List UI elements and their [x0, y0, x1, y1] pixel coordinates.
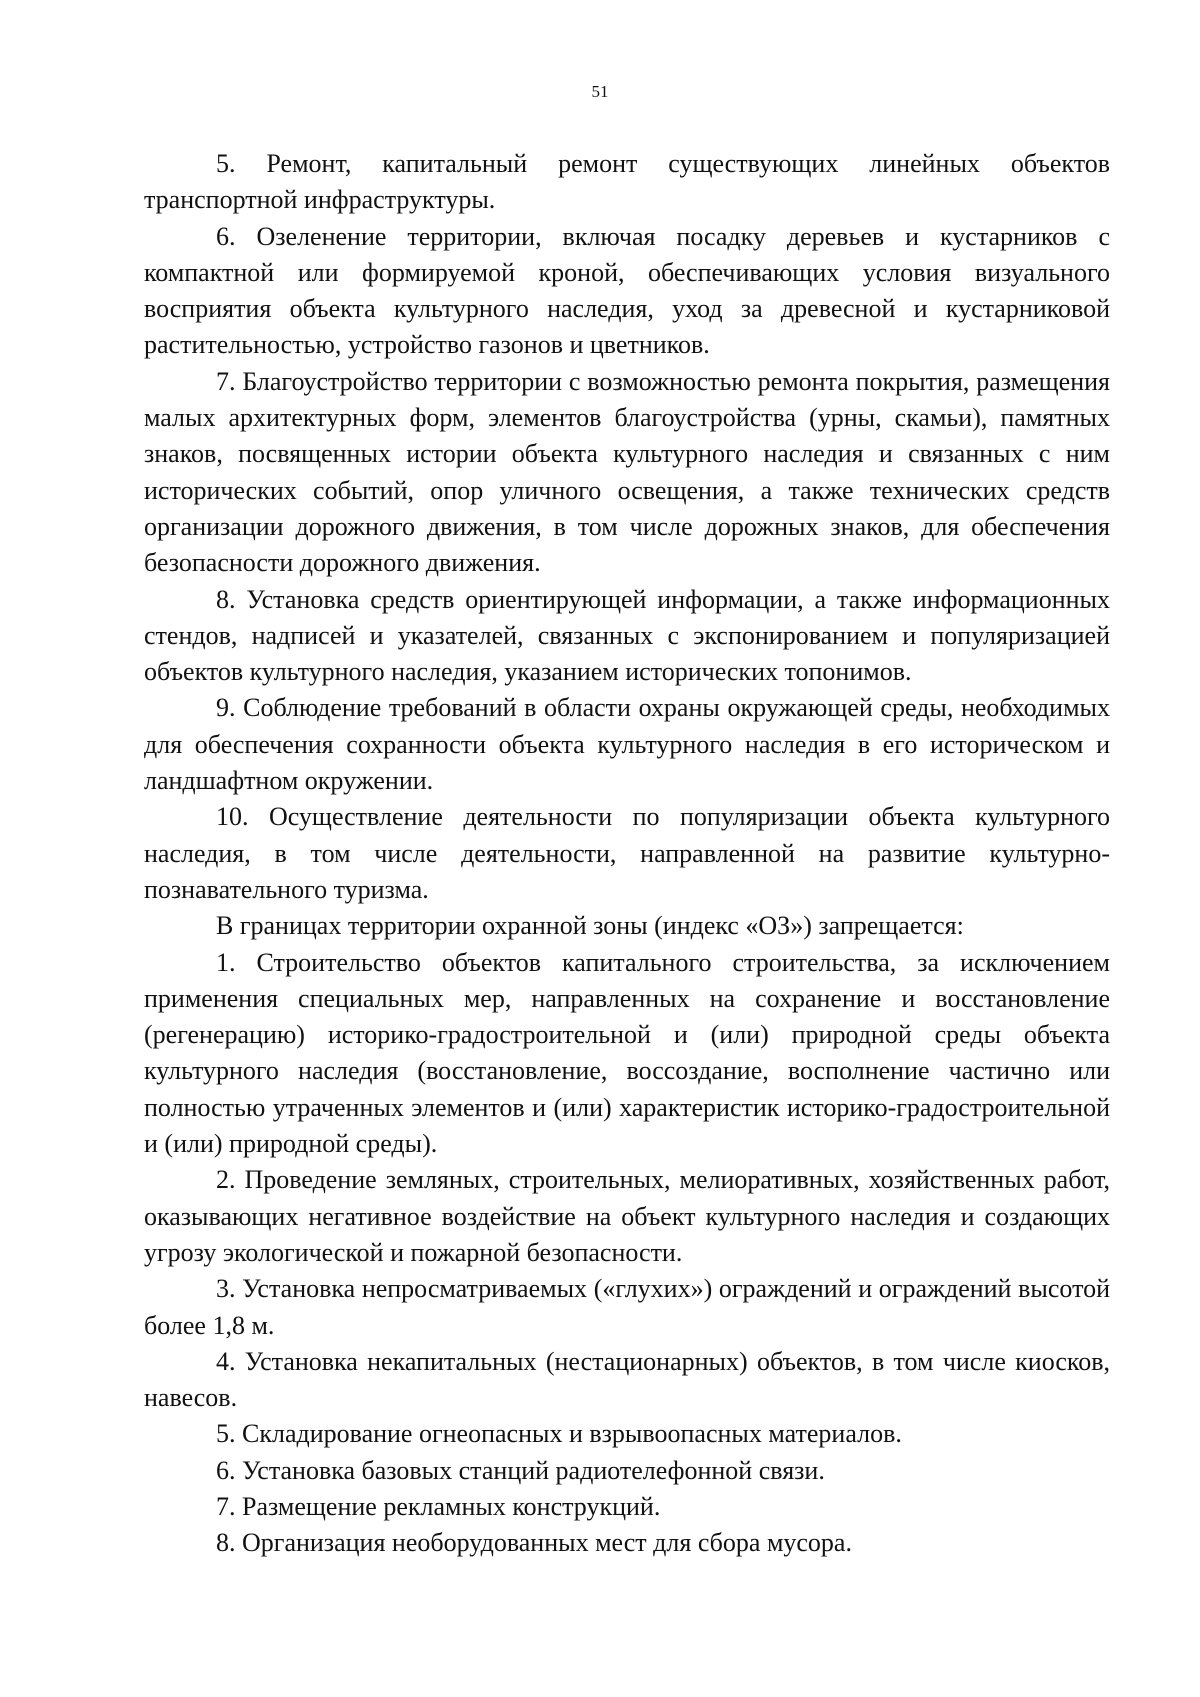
- paragraph-repair-linear-objects: 5. Ремонт, капитальный ремонт существующих линейных объектов транспортной инфраструктуры.: [144, 149, 1110, 215]
- paragraph-prohibitions-heading: В границах территории охранной зоны (индекс «ОЗ») запрещается:: [216, 911, 964, 941]
- paragraph-improvement: 7. Благоустройство территории с возможностью ремонта покрытия, размещения малых архитектурных форм, элементов благоустройства (урны, скамьи), памятных знаков, посвященных истории объекта культурного наследия и связанных с ним исторических событий, опор уличного освещения, а также технических средств организации дорожного движения, в том числе дорожных знаков, для обеспечения безопасности дорожного движения.: [144, 366, 1110, 578]
- page-number: 51: [591, 82, 609, 101]
- paragraph-prohibition-hazardous-storage: 5. Складирование огнеопасных и взрывоопасных материалов.: [216, 1419, 902, 1449]
- paragraph-prohibition-construction: 1. Строительство объектов капитального строительства, за исключением применения специальных мер, направленных на сохранение и восстановление (регенерацию) историко-градостроительной и (или) природной среды объекта культурного наследия (восстановление, воссоздание, восполнение частично или полностью утраченных элементов и (или) характеристик историко-градостроительной и (или) природной среды).: [144, 947, 1110, 1159]
- paragraph-popularization: 10. Осуществление деятельности по популяризации объекта культурного наследия, в том числе деятельности, направленной на развитие культурно-познавательного туризма.: [144, 802, 1110, 904]
- paragraph-environmental-requirements: 9. Соблюдение требований в области охраны окружающей среды, необходимых для обеспечения сохранности объекта культурного наследия в его историческом и ландшафтном окружении.: [144, 693, 1110, 796]
- paragraph-prohibition-temporary-objects: 4. Установка некапитальных (нестационарных) объектов, в том числе киосков, навесов.: [144, 1346, 1110, 1413]
- paragraph-prohibition-earthworks: 2. Проведение земляных, строительных, мелиоративных, хозяйственных работ, оказывающих негативное воздействие на объект культурного наследия и создающих угрозу экологической и пожарной безопасности.: [144, 1165, 1110, 1267]
- paragraph-prohibition-fences: 3. Установка непросматриваемых («глухих») ограждений и ограждений высотой более 1,8 м.: [144, 1274, 1110, 1340]
- paragraph-orientation-info: 8. Установка средств ориентирующей информации, а также информационных стендов, надписей и указателей, связанных с экспонированием и популяризацией объектов культурного наследия, указанием исторических топонимов.: [144, 584, 1110, 687]
- paragraph-landscaping: 6. Озеленение территории, включая посадку деревьев и кустарников с компактной или формируемой кроной, обеспечивающих условия визуального восприятия объекта культурного наследия, уход за древесной и кустарниковой растительностью, устройство газонов и цветников.: [144, 221, 1110, 360]
- paragraph-prohibition-base-stations: 6. Установка базовых станций радиотелефонной связи.: [216, 1455, 825, 1485]
- document-body: [144, 146, 1110, 1562]
- paragraph-prohibition-garbage-sites: 8. Организация необорудованных мест для сбора мусора.: [216, 1528, 852, 1558]
- paragraph-prohibition-advertising: 7. Размещение рекламных конструкций.: [216, 1491, 661, 1521]
